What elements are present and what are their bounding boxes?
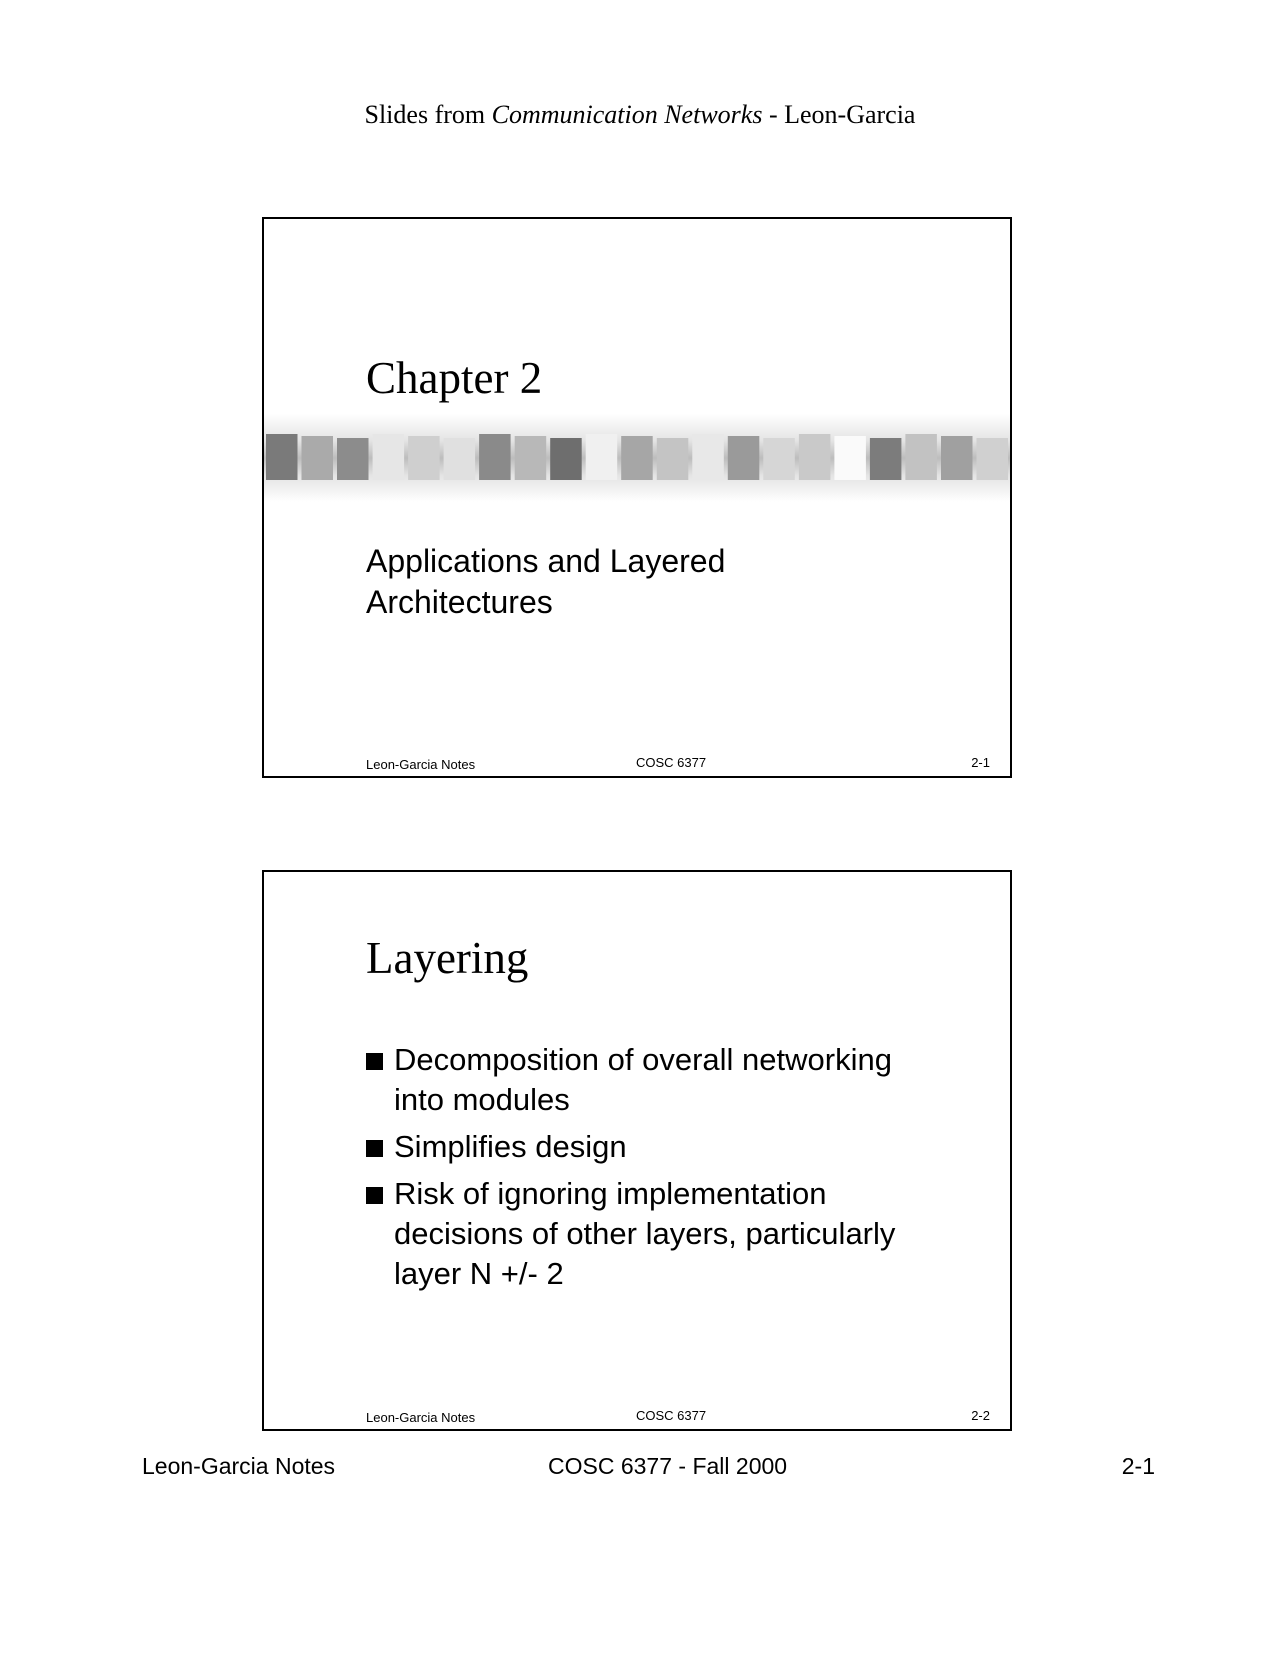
bullet-item	[366, 1127, 966, 1167]
bullet-line: layer N +/- 2	[394, 1256, 564, 1291]
slide-chapter-2	[262, 217, 1012, 778]
slide-footer-left: Leon-Garcia Notes	[366, 1410, 476, 1425]
square-bullet-icon	[366, 1053, 383, 1070]
band-block	[515, 436, 547, 480]
slide-layering	[262, 870, 1012, 1431]
band-block	[408, 436, 440, 480]
page-footer-center: COSC 6377 - Fall 2000	[548, 1453, 788, 1479]
slide-title: Chapter 2	[366, 353, 543, 403]
bullet-line: decisions of other layers, particularly	[394, 1216, 896, 1251]
band-block	[763, 438, 795, 480]
band-block	[799, 434, 831, 480]
page-header	[0, 100, 1280, 130]
bullet-line: Risk of ignoring implementation	[394, 1176, 827, 1211]
band-block	[444, 438, 476, 480]
band-block	[337, 438, 369, 480]
band-block	[479, 434, 511, 480]
slide-title: Layering	[366, 933, 529, 983]
bullet-line: Decomposition of overall networking	[394, 1042, 892, 1077]
decorative-band-graphic	[264, 414, 1010, 502]
band-block	[373, 434, 405, 480]
subtitle-line: Architectures	[366, 584, 553, 620]
band-block	[977, 438, 1009, 480]
band-block	[586, 434, 618, 480]
slide-footer-center: COSC 6377	[636, 1408, 707, 1423]
slide-footer-center: COSC 6377	[636, 755, 707, 770]
band-block	[621, 436, 653, 480]
band-block	[657, 438, 689, 480]
band-block	[302, 436, 334, 480]
header-suffix: - Leon-Garcia	[762, 100, 916, 129]
square-bullet-icon	[366, 1187, 383, 1204]
header-prefix: Slides from	[364, 100, 492, 129]
slide-footer-page-number: 2-1	[971, 755, 990, 770]
bullet-item	[366, 1040, 966, 1120]
band-block	[870, 438, 902, 480]
slide-subtitle	[366, 541, 926, 623]
band-block	[834, 436, 866, 480]
bullet-line: into modules	[394, 1082, 570, 1117]
decorative-band	[264, 414, 1010, 502]
subtitle-line: Applications and Layered	[366, 543, 726, 579]
slide-footer-left: Leon-Garcia Notes	[366, 757, 476, 772]
square-bullet-icon	[366, 1140, 383, 1157]
page-footer-page-number: 2-1	[1121, 1453, 1155, 1479]
bullet-list	[366, 1040, 966, 1301]
band-block	[692, 434, 724, 480]
band-block	[550, 438, 582, 480]
bullet-line: Simplifies design	[394, 1129, 627, 1164]
page-footer-left: Leon-Garcia Notes	[142, 1453, 336, 1479]
bullet-item	[366, 1174, 966, 1294]
band-block	[905, 434, 937, 480]
slide-footer-page-number: 2-2	[971, 1408, 990, 1423]
band-block	[941, 436, 973, 480]
band-block	[728, 436, 760, 480]
band-block	[266, 434, 298, 480]
header-book-title: Communication Networks	[491, 100, 763, 129]
